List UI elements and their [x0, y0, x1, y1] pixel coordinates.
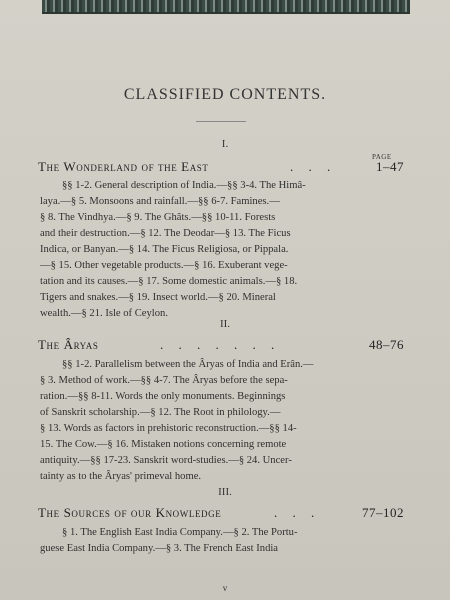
section-page-range: 77–102	[362, 505, 404, 520]
page-folio: v	[222, 583, 228, 593]
section-page-range: 48–76	[369, 337, 404, 352]
summary-line: —§ 15. Other vegetable products.—§ 16. Exuberant vege-	[40, 260, 288, 271]
section-title: The Wonderland of the East	[38, 159, 209, 174]
summary-line: §§ 1-2. Parallelism between the Âryas of India and Erân.—	[62, 359, 314, 370]
leader-dots: . . .	[290, 159, 337, 174]
section-page-range: 1–47	[376, 159, 404, 174]
section-numeral: I.	[221, 138, 229, 150]
summary-line: antiquity.—§§ 17-23. Sanskrit word-studies.—§ 24. Uncer-	[40, 455, 292, 466]
section-title: The Âryas	[38, 337, 99, 352]
section-heading	[38, 505, 404, 521]
page-column-label: PAGE	[372, 153, 392, 161]
section-summary	[40, 357, 404, 485]
section-heading	[38, 337, 404, 353]
summary-line: ration.—§§ 8-11. Words the only monuments. Beginnings	[40, 391, 286, 402]
title-divider	[196, 121, 246, 122]
section-numeral: III.	[218, 486, 232, 498]
summary-line: and their destruction.—§ 12. The Deodar—§ 13. The Ficus	[40, 228, 291, 239]
summary-line: Indica, or Banyan.—§ 14. The Ficus Religiosa, or Pippala.	[40, 244, 289, 255]
summary-line: §§ 1-2. General description of India.—§§ 3-4. The Himâ-	[62, 180, 306, 191]
leader-dots: . . . . . . .	[160, 337, 281, 352]
section-numeral: II.	[219, 318, 231, 330]
summary-line: tainty as to the Âryas' primeval home.	[40, 471, 202, 482]
summary-line: § 8. The Vindhya.—§ 9. The Ghâts.—§§ 10-11. Forests	[40, 212, 276, 223]
summary-line: laya.—§ 5. Monsoons and rainfall.—§§ 6-7. Famines.—	[40, 196, 280, 207]
section-title: The Sources of our Knowledge	[38, 505, 222, 520]
page-title: CLASSIFIED CONTENTS.	[123, 86, 327, 103]
summary-line: wealth.—§ 21. Isle of Ceylon.	[40, 308, 168, 319]
summary-line: § 13. Words as factors in prehistoric reconstruction.—§§ 14-	[40, 423, 297, 434]
summary-line: § 3. Method of work.—§§ 4-7. The Âryas before the sepa-	[40, 375, 288, 386]
summary-line: guese East India Company.—§ 3. The French East India	[40, 543, 279, 554]
summary-line: tation and its causes.—§ 17. Some domestic animals.—§ 18.	[40, 276, 298, 287]
section-summary	[40, 178, 404, 322]
decorative-border	[42, 0, 410, 14]
summary-line: Tigers and snakes.—§ 19. Insect world.—§ 20. Mineral	[40, 292, 276, 303]
section-heading	[38, 159, 404, 175]
leader-dots: . . .	[274, 505, 321, 520]
summary-line: of Sanskrit scholarship.—§ 12. The Root in philology.—	[40, 407, 281, 418]
section-summary	[40, 525, 404, 557]
summary-line: § 1. The English East India Company.—§ 2. The Portu-	[62, 527, 298, 538]
summary-line: 15. The Cow.—§ 16. Mistaken notions concerning remote	[40, 439, 287, 450]
